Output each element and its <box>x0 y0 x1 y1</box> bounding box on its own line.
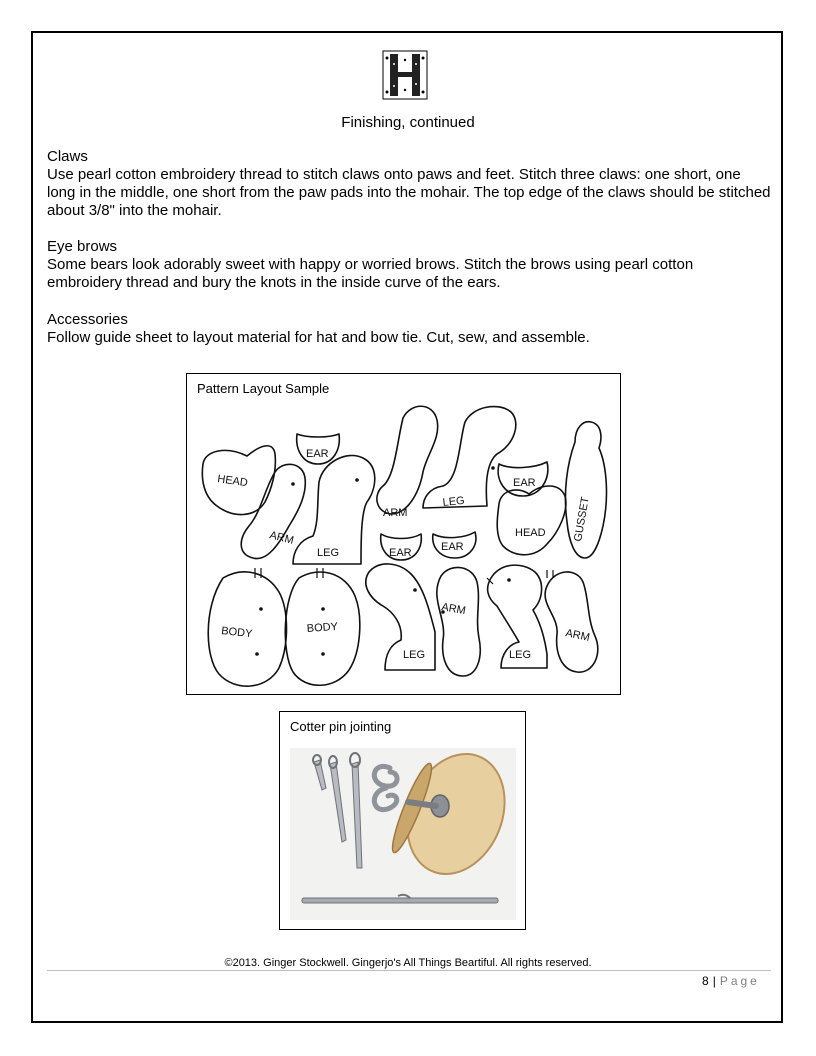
section-body: Some bears look adorably sweet with happy or worried brows. Stitch the brows using pearl cotton embroidery thread and bury the knots in the inside curve of the ears. <box>47 256 694 291</box>
section-accessories <box>47 311 772 347</box>
page-number-separator: | <box>712 974 716 988</box>
figure-caption: Cotter pin jointing <box>290 719 392 734</box>
piece-label-arm: ARM <box>383 507 408 519</box>
section-claws <box>47 148 772 220</box>
cotter-key-tool-icon <box>302 898 498 903</box>
pattern-piece-gusset <box>565 422 606 558</box>
section-heading: Eye brows <box>47 238 118 255</box>
page-number-value: 8 <box>702 974 709 988</box>
piece-label-head: HEAD <box>515 527 546 539</box>
pattern-piece-arm <box>377 406 438 514</box>
piece-label-arm: ARM <box>564 627 591 645</box>
section-body: Follow guide sheet to layout material for hat and bow tie. Cut, sew, and assemble. <box>47 329 590 346</box>
piece-label-gusset: GUSSET <box>572 495 592 543</box>
pattern-piece-arm <box>545 572 598 672</box>
piece-label-ear: EAR <box>441 541 464 553</box>
cotter-pin-photo <box>290 748 516 920</box>
pattern-layout-figure <box>186 373 621 695</box>
pattern-piece-head <box>497 486 566 555</box>
piece-label-ear: EAR <box>513 477 536 489</box>
piece-label-head: HEAD <box>216 473 249 490</box>
piece-label-body: BODY <box>306 620 339 635</box>
monogram-h-icon <box>382 50 428 100</box>
page-number <box>702 974 760 988</box>
figure-caption: Pattern Layout Sample <box>197 381 330 396</box>
section-body: Use pearl cotton embroidery thread to stitch claws onto paws and feet. Stitch three claws: one short, one long in the middle, one short from the paw pads into the mohair. The top edge of the claws should be stitched about 3/8" into the mohair. <box>47 166 771 219</box>
piece-label-arm: ARM <box>268 529 295 547</box>
section-heading: Accessories <box>47 311 128 328</box>
piece-label-body: BODY <box>220 625 253 641</box>
pattern-piece-arm <box>437 567 480 676</box>
piece-label-leg: LEG <box>317 547 340 559</box>
piece-label-leg: LEG <box>509 649 532 661</box>
cotter-pin-figure <box>279 711 526 930</box>
piece-label-arm: ARM <box>440 601 467 618</box>
footer-copyright: ©2013. Ginger Stockwell. Gingerjo's All Things Beartiful. All rights reserved. <box>224 957 592 969</box>
section-eye-brows <box>47 238 772 292</box>
piece-label-ear: EAR <box>306 448 329 460</box>
pattern-layout-drawing <box>197 402 611 690</box>
page-word: Page <box>719 974 760 988</box>
piece-label-leg: LEG <box>442 494 466 509</box>
footer-divider <box>47 970 771 971</box>
page-subtitle: Finishing, continued <box>341 114 475 131</box>
section-heading: Claws <box>47 148 88 165</box>
piece-label-ear: EAR <box>389 547 412 559</box>
piece-label-leg: LEG <box>403 649 426 661</box>
